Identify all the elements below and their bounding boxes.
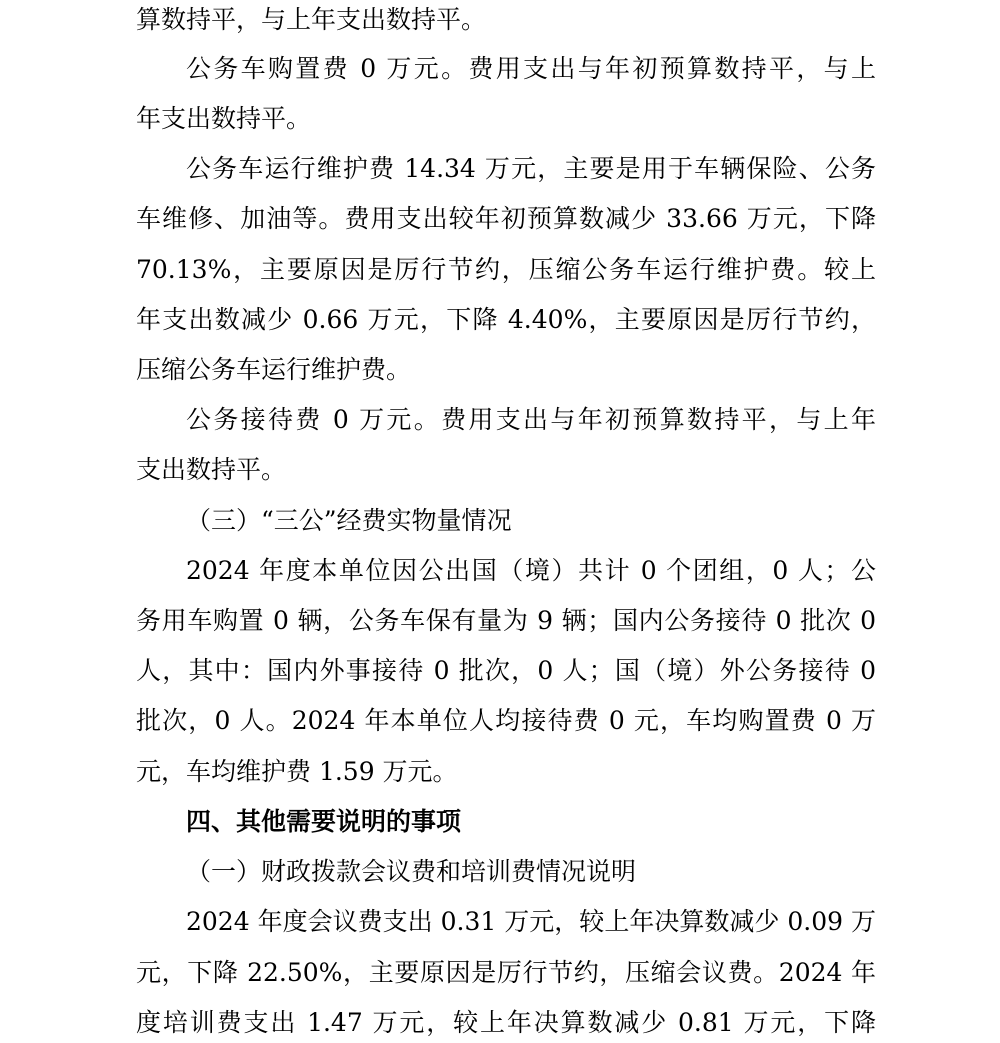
text-line: 元，车均维护费 1.59 万元。 (136, 757, 458, 786)
text-line: 务用车购置 0 辆，公务车保有量为 9 辆；国内公务接待 0 批次 0 (136, 606, 876, 635)
text-line: 70.13%，主要原因是厉行节约，压缩公务车运行维护费。较上 (136, 255, 876, 284)
text-line: 人，其中：国内外事接待 0 批次，0 人；国（境）外公务接待 0 (136, 656, 876, 685)
section-subheading: （三）“三公”经费实物量情况 (186, 506, 512, 535)
text-line: 支出数持平。 (136, 455, 287, 484)
text-line: 公务车购置费 0 万元。费用支出与年初预算数持平，与上 (186, 54, 876, 83)
text-line: 元，下降 22.50%，主要原因是厉行节约，压缩会议费。2024 年 (136, 958, 876, 987)
text-line: 压缩公务车运行维护费。 (136, 355, 412, 384)
text-line: 公务车运行维护费 14.34 万元，主要是用于车辆保险、公务 (186, 154, 876, 183)
text-line: 批次，0 人。2024 年本单位人均接待费 0 元，车均购置费 0 万 (136, 706, 876, 735)
section-subheading: （一）财政拨款会议费和培训费情况说明 (186, 857, 637, 886)
section-heading: 四、其他需要说明的事项 (186, 807, 462, 836)
text-line: 算数持平，与上年支出数持平。 (136, 5, 487, 34)
text-line: 车维修、加油等。费用支出较年初预算数减少 33.66 万元，下降 (136, 204, 876, 233)
text-line: 2024 年度本单位因公出国（境）共计 0 个团组，0 人；公 (186, 556, 876, 585)
text-line: 年支出数减少 0.66 万元，下降 4.40%，主要原因是厉行节约， (136, 305, 876, 334)
text-line: 2024 年度会议费支出 0.31 万元，较上年决算数减少 0.09 万 (186, 907, 876, 936)
text-line: 公务接待费 0 万元。费用支出与年初预算数持平，与上年 (186, 405, 876, 434)
text-line: 度培训费支出 1.47 万元，较上年决算数减少 0.81 万元，下降 (136, 1008, 876, 1037)
text-line: 年支出数持平。 (136, 104, 312, 133)
